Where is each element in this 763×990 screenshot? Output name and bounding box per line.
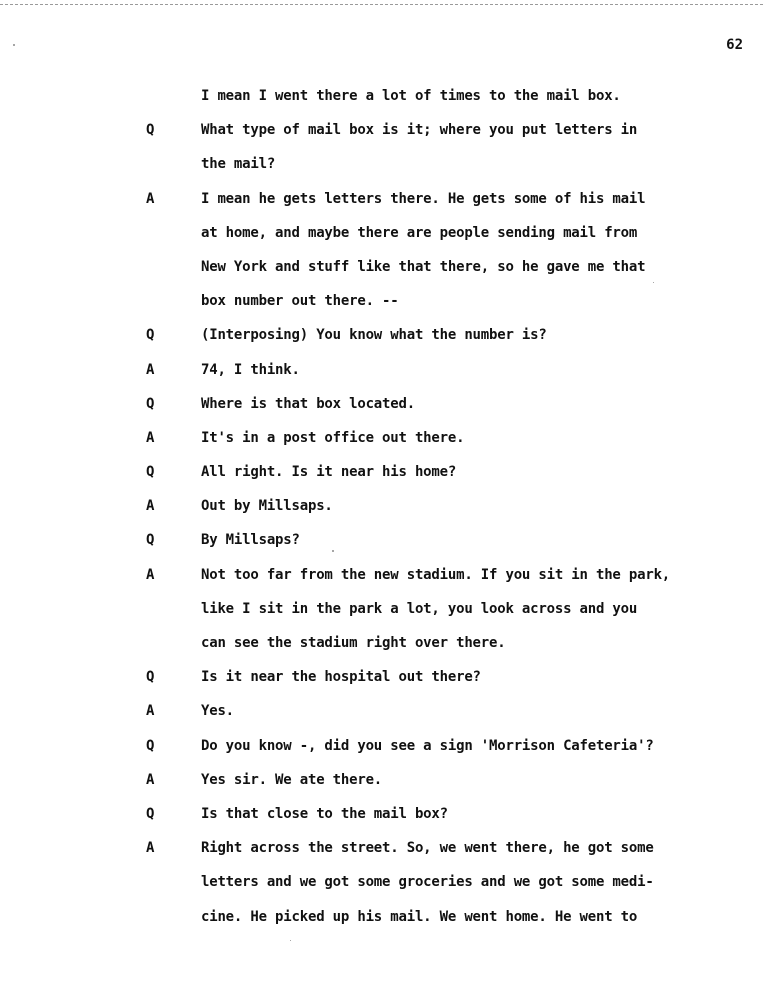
transcript-line xyxy=(0,665,763,699)
speaker-label: Q xyxy=(146,464,155,481)
line-text: Is that close to the mail box? xyxy=(201,805,448,822)
line-text: Yes sir. We ate there. xyxy=(201,771,383,788)
line-text: I mean I went there a lot of times to the mail box. xyxy=(201,88,621,104)
line-text: Do you know -, did you see a sign 'Morrison Cafeteria'? xyxy=(201,737,654,754)
line-text: the mail? xyxy=(201,156,276,173)
speaker-label: Q xyxy=(146,805,155,822)
transcript-line xyxy=(0,836,763,870)
page-number: 62 xyxy=(726,37,743,53)
transcript-line xyxy=(0,699,763,733)
transcript-line xyxy=(0,392,763,426)
line-text: Right across the street. So, we went there, he got some xyxy=(201,840,654,857)
transcript-line xyxy=(0,152,763,186)
speaker-label: Q xyxy=(146,532,155,549)
speaker-label: A xyxy=(146,498,155,515)
line-text: I mean he gets letters there. He gets some of his mail xyxy=(201,190,646,207)
transcript-line xyxy=(0,289,763,323)
transcript-line xyxy=(0,118,763,152)
transcript-line xyxy=(0,905,763,939)
transcript-line xyxy=(0,358,763,392)
line-text: letters and we got some groceries and we got some medi- xyxy=(201,874,654,891)
transcript-line xyxy=(0,187,763,221)
transcript-line xyxy=(0,631,763,665)
transcript-line xyxy=(0,597,763,631)
scan-speck xyxy=(13,44,15,46)
speaker-label: A xyxy=(146,190,155,207)
transcript-line xyxy=(0,528,763,562)
transcript-line xyxy=(0,802,763,836)
line-text: What type of mail box is it; where you put letters in xyxy=(201,122,638,139)
line-text: at home, and maybe there are people sending mail from xyxy=(201,224,638,241)
speaker-label: A xyxy=(146,703,155,720)
line-text: cine. He picked up his mail. We went home. He went to xyxy=(201,908,638,925)
line-text: can see the stadium right over there. xyxy=(201,635,506,651)
transcript-line xyxy=(0,426,763,460)
speaker-label: A xyxy=(146,840,155,857)
line-text: 74, I think. xyxy=(201,361,300,378)
line-text: By Millsaps? xyxy=(201,532,300,549)
line-text: like I sit in the park a lot, you look across and you xyxy=(201,600,638,617)
line-text: Not too far from the new stadium. If you sit in the park, xyxy=(201,566,671,583)
speaker-label: Q xyxy=(146,669,155,686)
scan-speck xyxy=(653,282,654,283)
speaker-label: A xyxy=(146,771,155,788)
line-text: Where is that box located. xyxy=(201,395,415,412)
speaker-label: Q xyxy=(146,737,155,754)
scan-speck xyxy=(332,550,334,552)
transcript-line xyxy=(0,734,763,768)
transcript-line xyxy=(0,494,763,528)
transcript-line xyxy=(0,768,763,802)
line-text: All right. Is it near his home? xyxy=(201,464,457,481)
scan-speck xyxy=(290,940,291,941)
transcript-line xyxy=(0,255,763,289)
speaker-label: Q xyxy=(146,395,155,412)
line-text: box number out there. -- xyxy=(201,293,399,310)
speaker-label: A xyxy=(146,566,155,583)
line-text: It's in a post office out there. xyxy=(201,429,465,446)
speaker-label: Q xyxy=(146,122,155,139)
transcript-line xyxy=(0,870,763,904)
line-text: (Interposing) You know what the number is? xyxy=(201,327,547,344)
speaker-label: Q xyxy=(146,327,155,344)
transcript-line xyxy=(0,460,763,494)
line-text: Yes. xyxy=(201,703,234,720)
line-text: Out by Millsaps. xyxy=(201,498,333,515)
line-text: New York and stuff like that there, so he gave me that xyxy=(201,258,646,275)
transcript-line xyxy=(0,221,763,255)
transcript-line xyxy=(0,323,763,357)
transcript-line xyxy=(0,84,763,118)
transcript-body xyxy=(0,84,763,939)
transcript-line xyxy=(0,563,763,597)
line-text: Is it near the hospital out there? xyxy=(201,669,481,686)
speaker-label: A xyxy=(146,429,155,446)
top-dashed-rule xyxy=(0,4,763,5)
speaker-label: A xyxy=(146,361,155,378)
